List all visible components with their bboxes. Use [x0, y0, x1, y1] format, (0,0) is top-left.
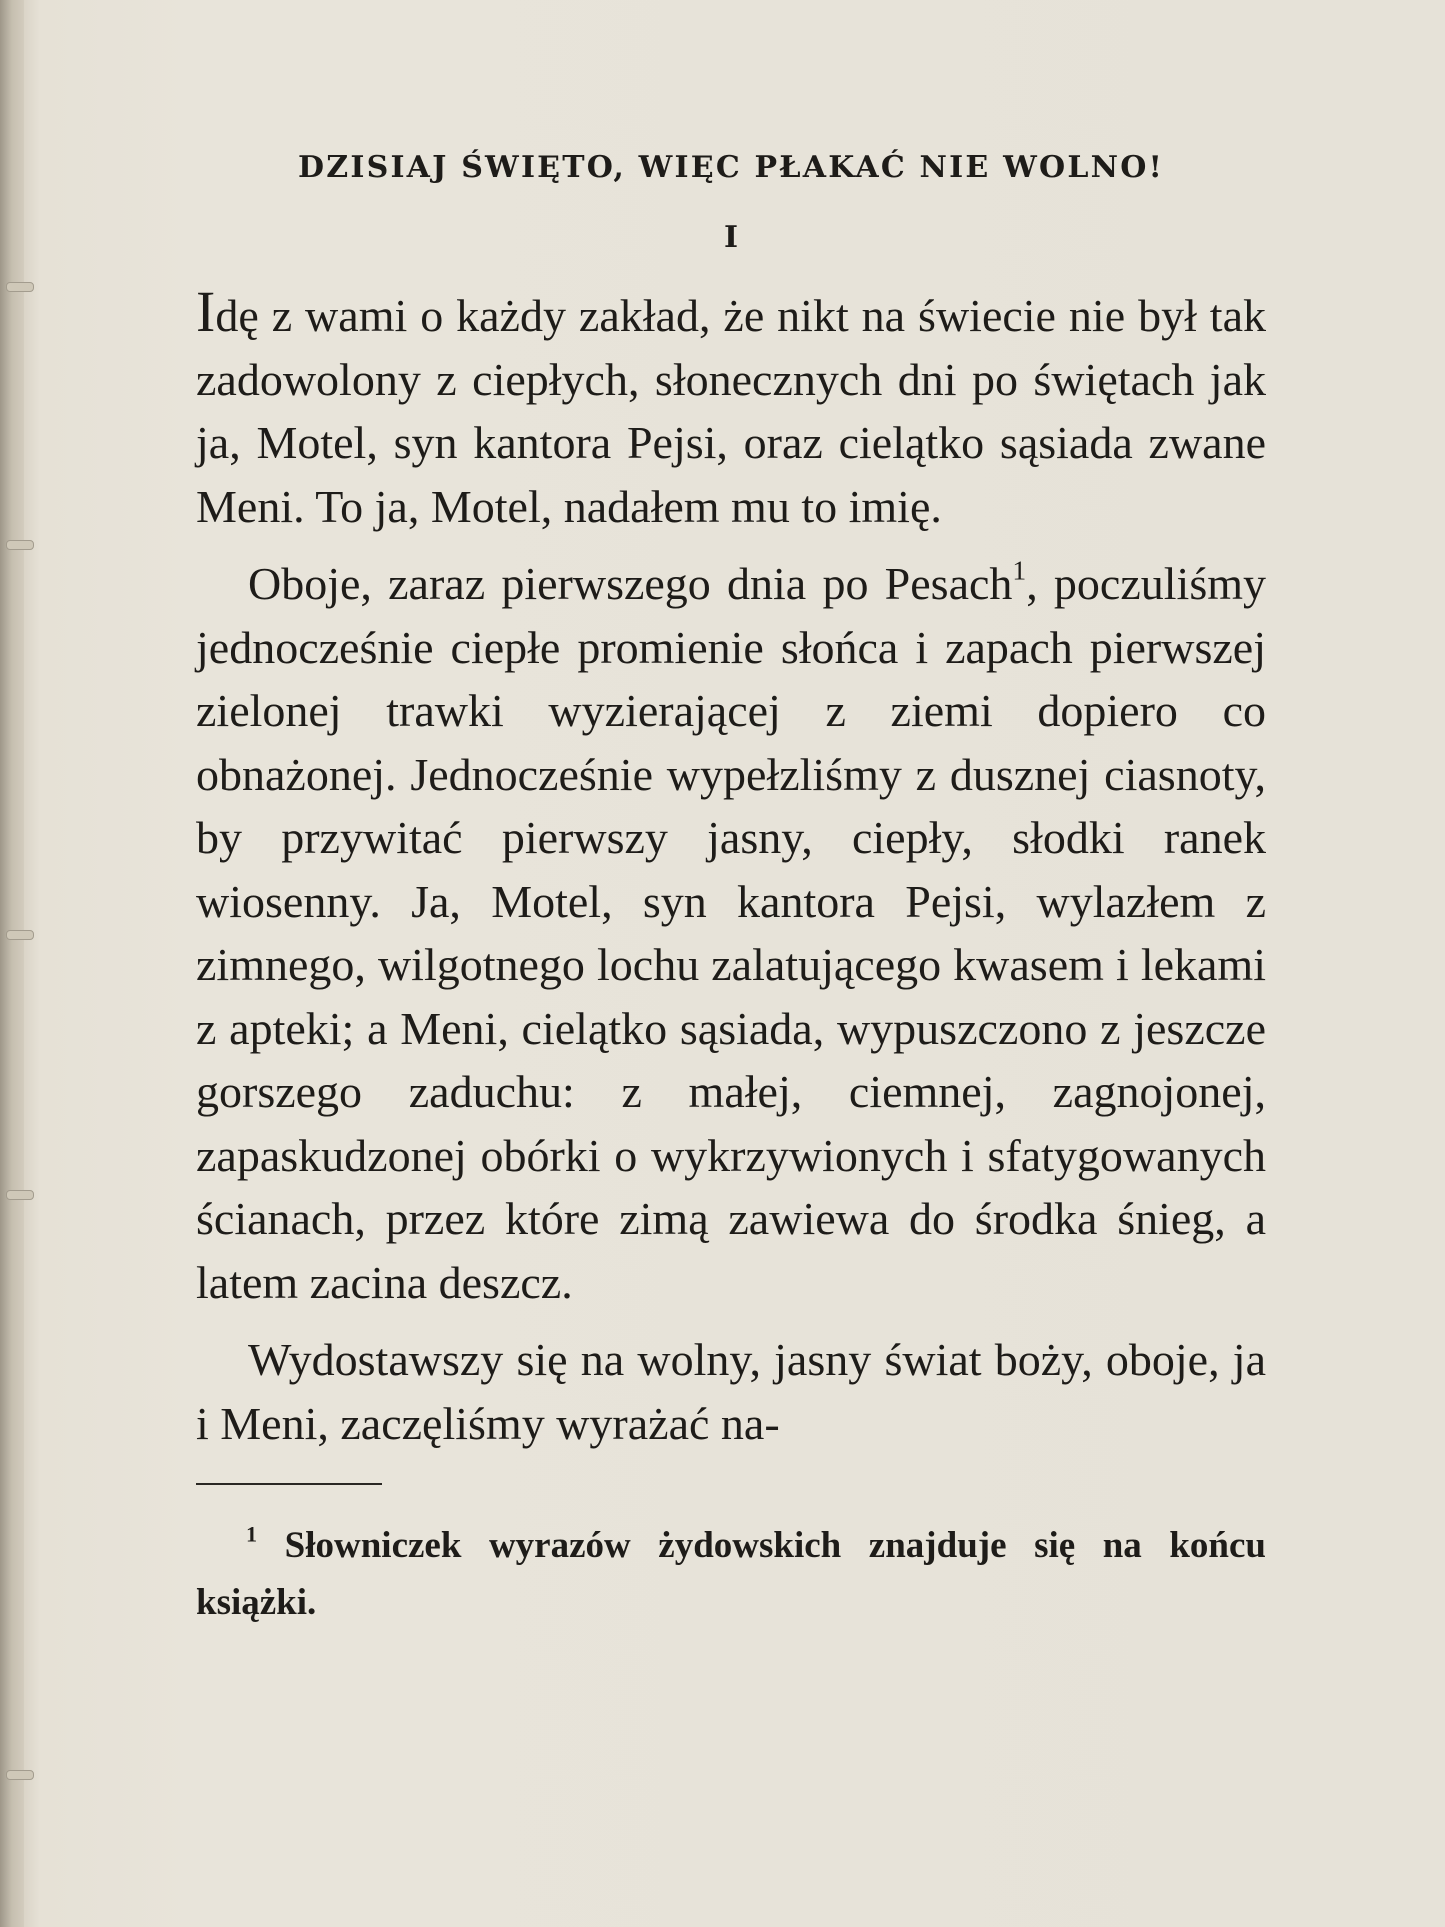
binding-stitch	[6, 540, 34, 550]
paragraph-text: dę z wami o każdy zakład, że nikt na świecie nie był tak zadowolony z ciepłych, słonecznych dni po świętach jak ja, Motel, syn kantora Pejsi, oraz cielątko sąsiada zwane Meni. To ja, Motel, nadałem mu to imię.	[196, 290, 1266, 532]
paragraph-text: Wydostawszy się na wolny, jasny świat boży, oboje, ja i Meni, zaczęliśmy wyrażać na-	[196, 1334, 1266, 1449]
chapter-title: DZISIAJ ŚWIĘTO, WIĘC PŁAKAĆ NIE WOLNO!	[298, 150, 1164, 185]
footnote-divider	[196, 1483, 382, 1485]
binding-stitch	[6, 1770, 34, 1780]
page-content	[196, 140, 1266, 1631]
paragraph	[196, 552, 1266, 1314]
footnote-reference[interactable]: 1	[1012, 554, 1027, 586]
binding-stitch	[6, 930, 34, 940]
section-number: I	[723, 220, 739, 255]
footnote-text: Słowniczek wyrazów żydowskich znajduje się na końcu książki.	[196, 1525, 1266, 1623]
footnote-mark: 1	[246, 1521, 258, 1547]
paragraph-text: Oboje, zaraz pierwszego dnia po Pesach	[248, 558, 1013, 609]
footnote	[196, 1517, 1266, 1631]
paragraph-text: , poczuliśmy jednocześnie ciepłe promienie słońca i zapach pierwszej zielonej trawki wyzierającej z ziemi dopiero co obnażonej. Jednocześnie wypełzliśmy z dusznej ciasnoty, by przywitać pierwszy jasny, ciepły, słodki ranek wiosenny. Ja, Motel, syn kantora Pejsi, wylazłem z zimnego, wilgotnego lochu zalatującego kwasem i lekami z apteki; a Meni, cielątko sąsiada, wypuszczono z jeszcze gorszego zaduchu: z małej, ciemnej, zagnojonej, zapaskudzonej obórki o wykrzywionych i sfatygowanych ścianach, przez które zimą zawiewa do środka śnieg, a latem zacina deszcz.	[196, 558, 1266, 1308]
body-text	[196, 280, 1266, 1455]
paragraph	[196, 1328, 1266, 1455]
paragraph	[196, 280, 1266, 538]
drop-cap: I	[196, 279, 216, 344]
binding-stitch	[6, 282, 34, 292]
binding-stitch	[6, 1190, 34, 1200]
